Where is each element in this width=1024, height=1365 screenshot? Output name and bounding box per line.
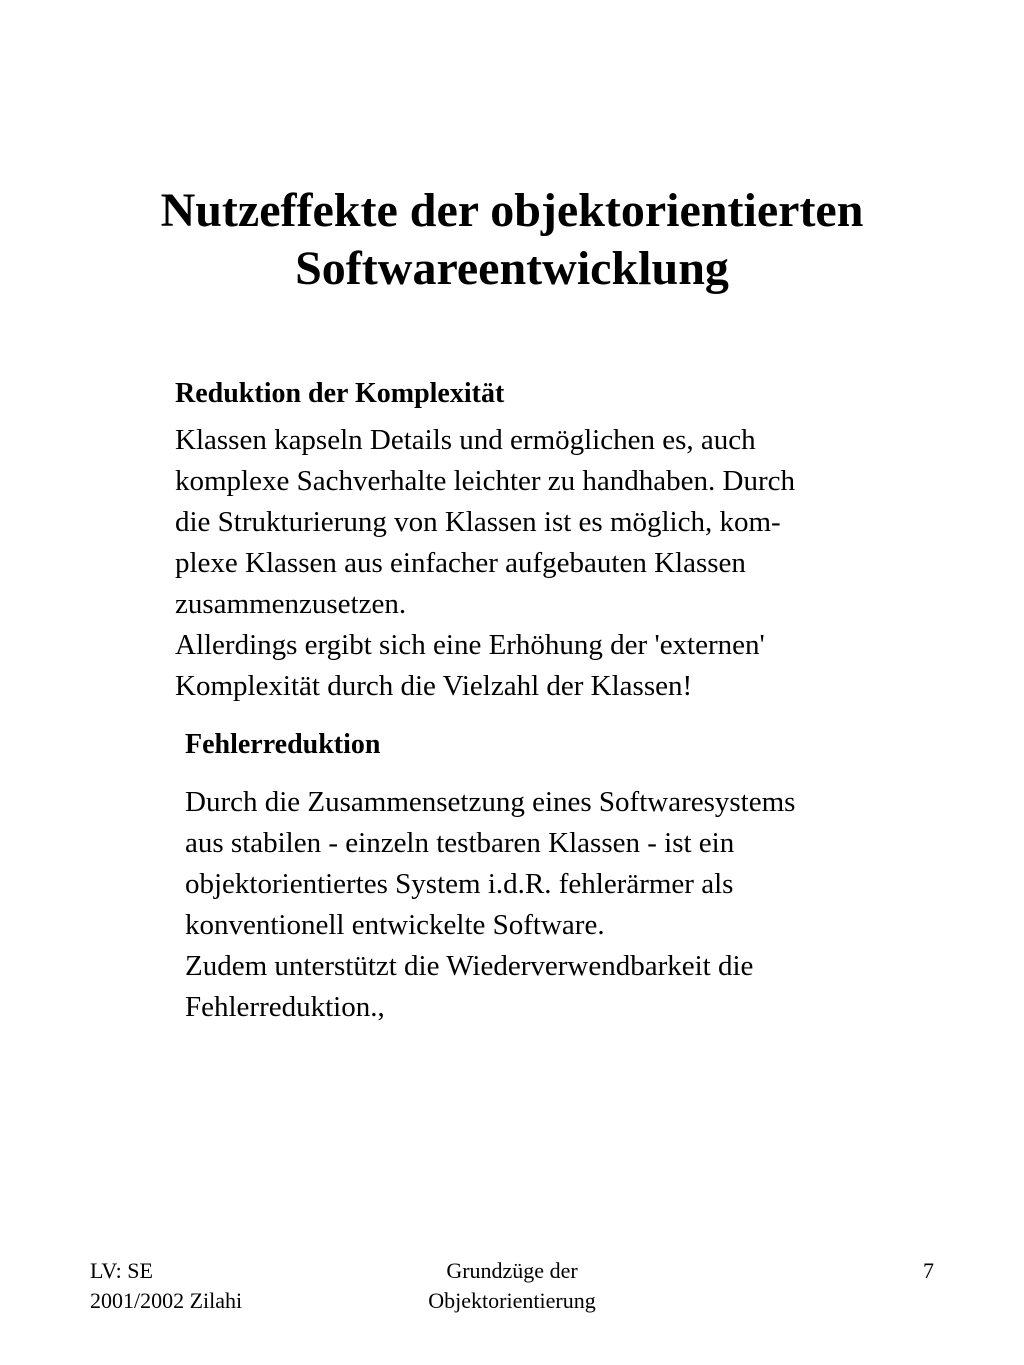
footer-left-line-1: LV: SE <box>90 1258 153 1283</box>
page-number: 7 <box>923 1258 934 1283</box>
body-line: Fehlerreduktion., <box>185 991 385 1023</box>
slide-title-line-2: Softwareentwicklung <box>295 242 729 295</box>
section-heading: Reduktion der Komplexität <box>175 378 505 409</box>
body-line: Klassen kapseln Details und ermöglichen es, auch <box>175 424 756 456</box>
section-heading: Fehlerreduktion <box>185 729 381 760</box>
slide-title-line-1: Nutzeffekte der objektorientierten <box>160 184 864 237</box>
footer-course-info <box>90 1256 242 1316</box>
body-line: Durch die Zusammensetzung eines Softwaresystems <box>185 786 796 818</box>
body-line: komplexe Sachverhalte leichter zu handhaben. Durch <box>175 465 796 497</box>
body-line: objektorientiertes System i.d.R. fehlerärmer als <box>185 868 734 900</box>
section-body <box>175 420 935 707</box>
body-line: zusammenzusetzen. <box>175 588 407 620</box>
footer-left-line-2: 2001/2002 Zilahi <box>90 1288 243 1313</box>
body-line: aus stabilen - einzeln testbaren Klassen - ist ein <box>185 827 735 859</box>
section-body <box>185 782 935 1028</box>
footer-center-line-1: Grundzüge der <box>446 1258 578 1283</box>
body-line: Zudem unterstützt die Wiederverwendbarkeit die <box>185 950 754 982</box>
section-komplexitaet <box>175 376 935 707</box>
section-fehlerreduktion <box>185 727 935 1028</box>
body-line: konventionell entwickelte Software. <box>185 909 605 941</box>
body-line: Komplexität durch die Vielzahl der Klassen! <box>175 670 693 702</box>
slide-title <box>0 182 1024 298</box>
body-line: plexe Klassen aus einfacher aufgebauten Klassen <box>175 547 746 579</box>
body-line: Allerdings ergibt sich eine Erhöhung der 'externen' <box>175 629 765 661</box>
footer-center-line-2: Objektorientierung <box>428 1288 596 1313</box>
footer-topic <box>362 1256 662 1316</box>
body-line: die Strukturierung von Klassen ist es möglich, kom- <box>175 506 781 538</box>
